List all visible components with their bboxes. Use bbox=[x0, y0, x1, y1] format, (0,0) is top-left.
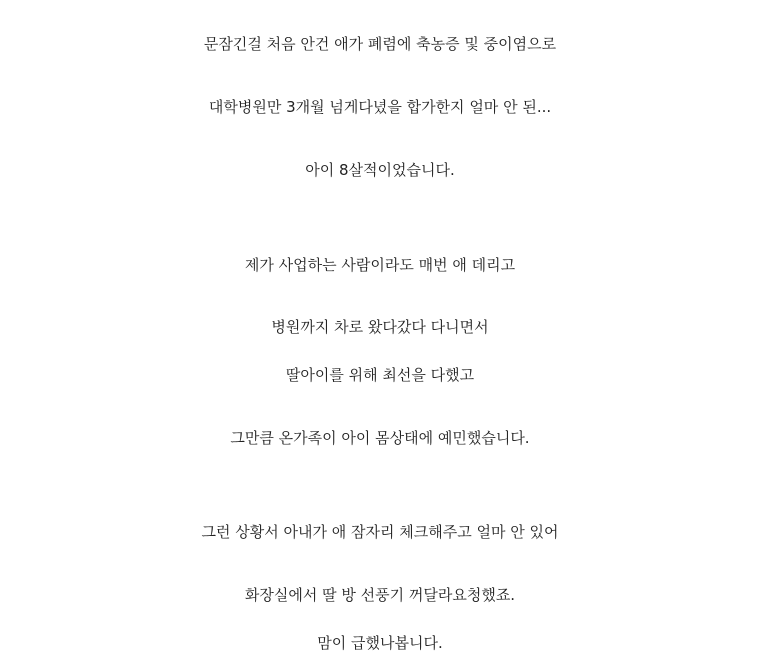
text-line: 아이 8살적이었습니다. bbox=[305, 161, 455, 179]
text-line: 맘이 급했나봅니다. bbox=[317, 634, 443, 652]
text-line: 제가 사업하는 사람이라도 매번 애 데리고 bbox=[244, 256, 516, 274]
text-line: 문잠긴걸 처음 안건 애가 폐렴에 축농증 및 중이염으로 bbox=[203, 35, 557, 53]
text-line: 대학병원만 3개월 넘게다녔을 합가한지 얼마 안 된... bbox=[208, 98, 552, 116]
text-line: 그런 상황서 아내가 애 잠자리 체크해주고 얼마 안 있어 bbox=[201, 523, 559, 541]
text-line: 병원까지 차로 왔다갔다 다니면서 bbox=[271, 318, 489, 336]
text-line: 딸아이를 위해 최선을 다했고 bbox=[285, 366, 475, 384]
text-line: 그만큼 온가족이 아이 몸상태에 예민했습니다. bbox=[230, 429, 530, 447]
text-line: 화장실에서 딸 방 선풍기 꺼달라요청했죠. bbox=[244, 586, 516, 604]
